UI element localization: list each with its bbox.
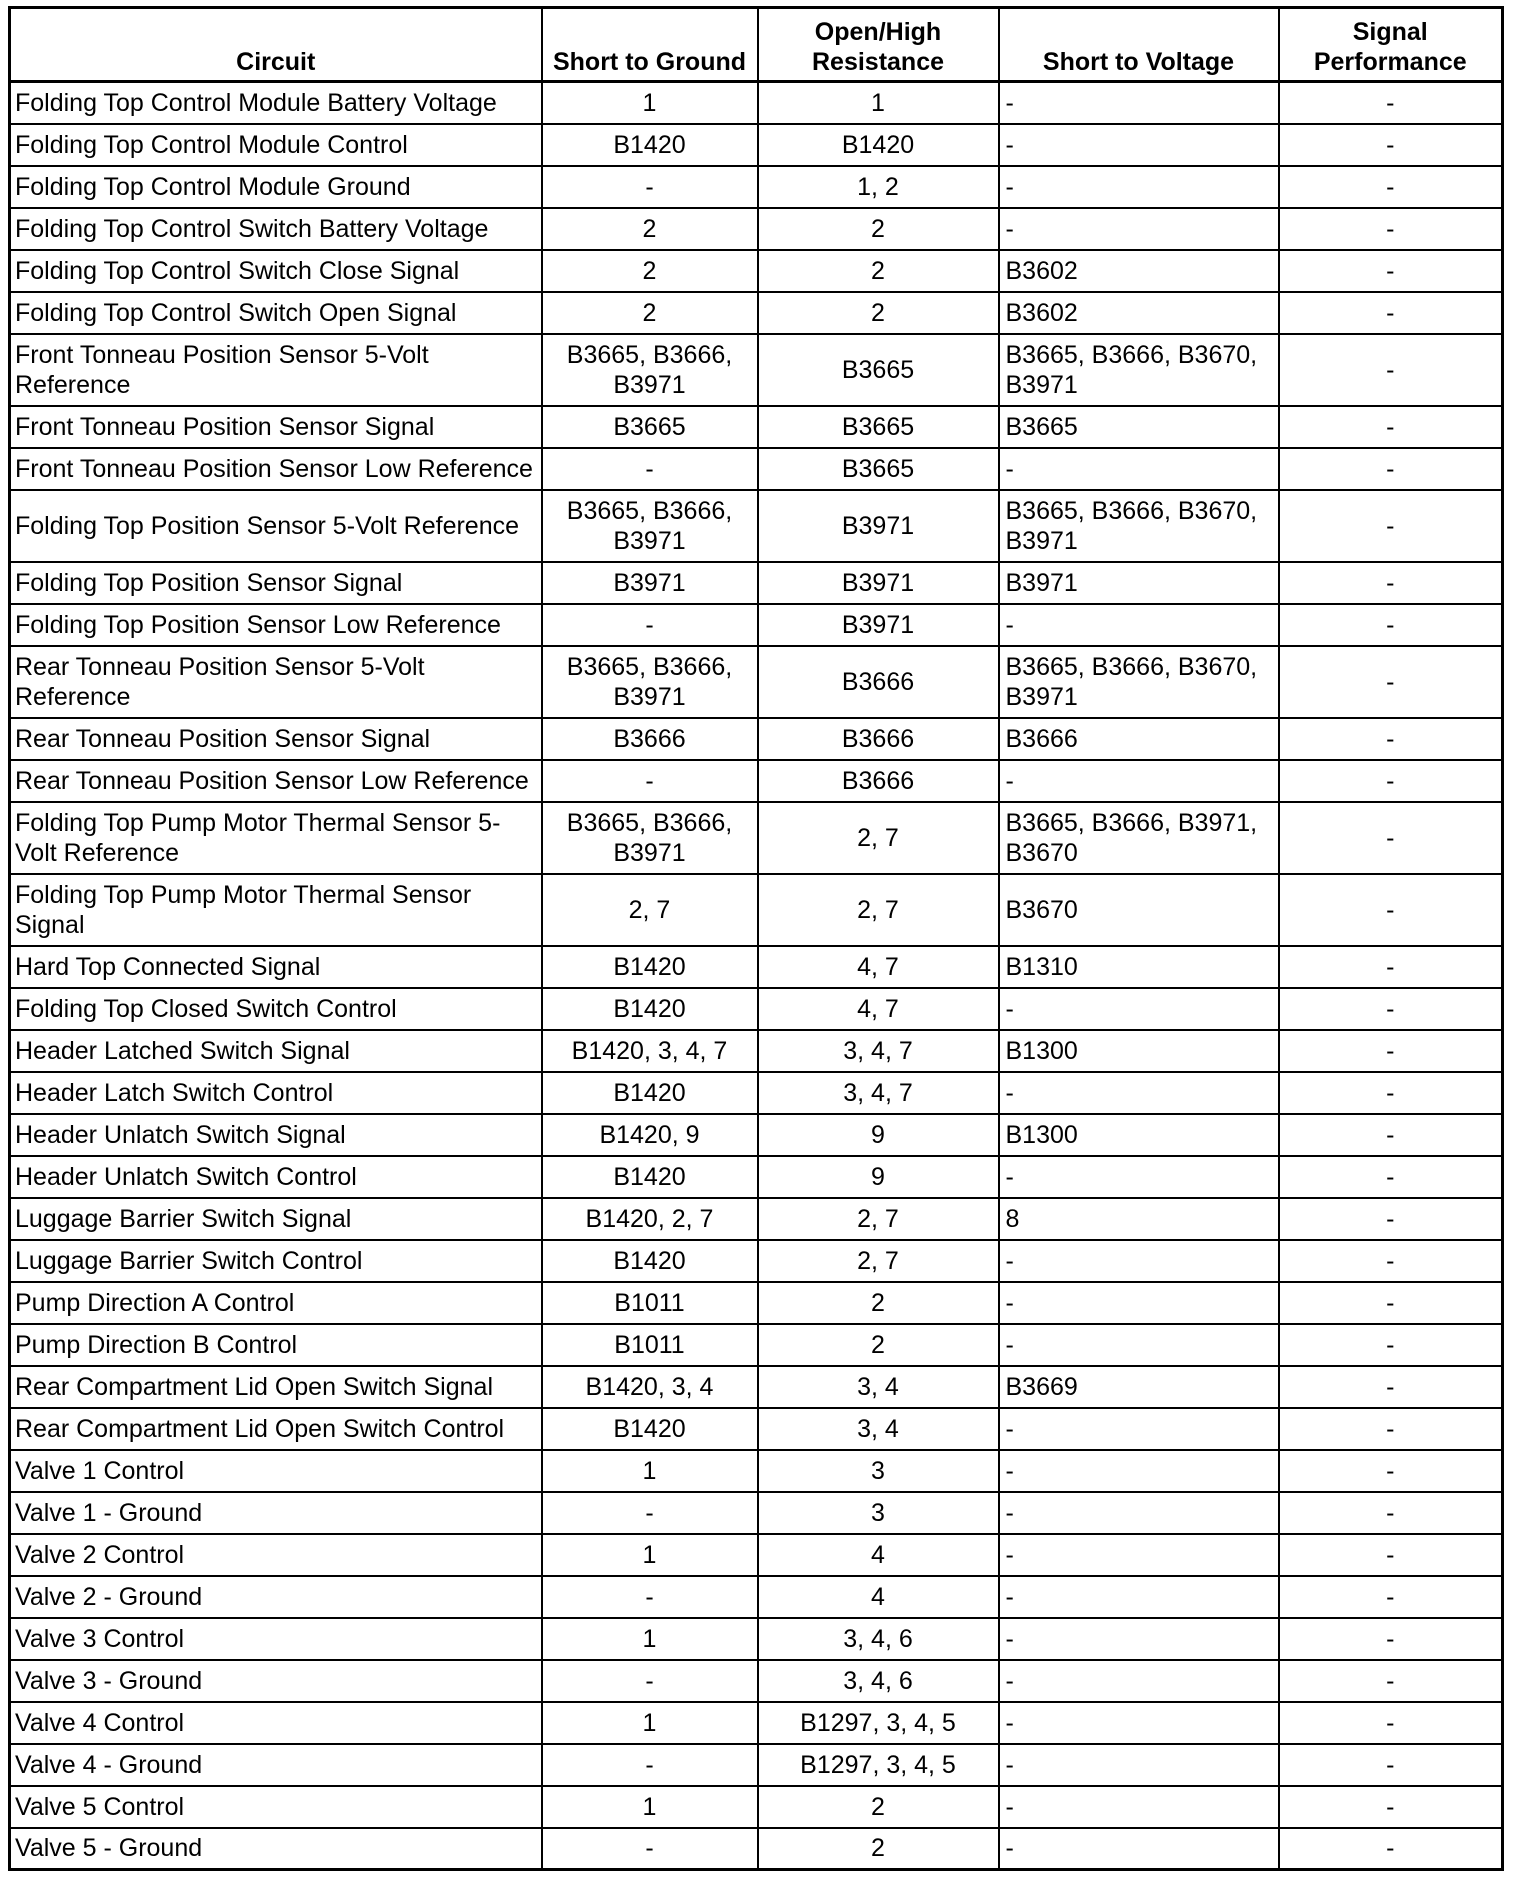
cell-short-to-voltage: - bbox=[999, 1240, 1279, 1282]
cell-circuit: Valve 3 Control bbox=[10, 1618, 542, 1660]
cell-circuit: Valve 4 - Ground bbox=[10, 1744, 542, 1786]
table-row bbox=[10, 1366, 1503, 1408]
cell-circuit: Valve 2 - Ground bbox=[10, 1576, 542, 1618]
cell-short-to-ground: 1 bbox=[542, 1618, 758, 1660]
cell-short-to-ground: - bbox=[542, 604, 758, 646]
circuit-diagnostic-table bbox=[8, 6, 1504, 1871]
cell-open-high-resistance: B3665 bbox=[758, 448, 999, 490]
cell-open-high-resistance: 2, 7 bbox=[758, 1198, 999, 1240]
cell-open-high-resistance: 2, 7 bbox=[758, 802, 999, 874]
cell-signal-performance: - bbox=[1279, 1072, 1503, 1114]
header-open-high-resistance: Open/High Resistance bbox=[758, 8, 999, 82]
cell-short-to-ground: B3665, B3666, B3971 bbox=[542, 334, 758, 406]
cell-circuit: Valve 5 Control bbox=[10, 1786, 542, 1828]
table-row bbox=[10, 1828, 1503, 1870]
cell-short-to-ground: B3665, B3666, B3971 bbox=[542, 490, 758, 562]
cell-short-to-voltage: - bbox=[999, 1618, 1279, 1660]
cell-short-to-ground: - bbox=[542, 1660, 758, 1702]
cell-short-to-ground: B1420 bbox=[542, 1072, 758, 1114]
cell-open-high-resistance: 2 bbox=[758, 292, 999, 334]
table-row bbox=[10, 718, 1503, 760]
cell-circuit: Header Unlatch Switch Control bbox=[10, 1156, 542, 1198]
cell-short-to-ground: B1420 bbox=[542, 124, 758, 166]
cell-open-high-resistance: 2 bbox=[758, 208, 999, 250]
cell-signal-performance: - bbox=[1279, 1786, 1503, 1828]
cell-short-to-voltage: - bbox=[999, 124, 1279, 166]
cell-short-to-voltage: B3665, B3666, B3971, B3670 bbox=[999, 802, 1279, 874]
cell-open-high-resistance: B1420 bbox=[758, 124, 999, 166]
cell-signal-performance: - bbox=[1279, 718, 1503, 760]
cell-circuit: Rear Compartment Lid Open Switch Signal bbox=[10, 1366, 542, 1408]
table-row bbox=[10, 1114, 1503, 1156]
cell-circuit: Header Unlatch Switch Signal bbox=[10, 1114, 542, 1156]
cell-short-to-voltage: - bbox=[999, 1828, 1279, 1870]
cell-signal-performance: - bbox=[1279, 1576, 1503, 1618]
cell-open-high-resistance: 2 bbox=[758, 1828, 999, 1870]
table-row bbox=[10, 946, 1503, 988]
cell-short-to-ground: B1420, 3, 4, 7 bbox=[542, 1030, 758, 1072]
cell-short-to-ground: 2 bbox=[542, 208, 758, 250]
cell-open-high-resistance: 4 bbox=[758, 1534, 999, 1576]
cell-open-high-resistance: B1297, 3, 4, 5 bbox=[758, 1744, 999, 1786]
cell-open-high-resistance: B3665 bbox=[758, 406, 999, 448]
cell-short-to-ground: B3665 bbox=[542, 406, 758, 448]
cell-open-high-resistance: 3 bbox=[758, 1450, 999, 1492]
cell-short-to-voltage: B3665, B3666, B3670, B3971 bbox=[999, 490, 1279, 562]
cell-circuit: Front Tonneau Position Sensor Low Reference bbox=[10, 448, 542, 490]
cell-circuit: Luggage Barrier Switch Control bbox=[10, 1240, 542, 1282]
cell-short-to-voltage: - bbox=[999, 1450, 1279, 1492]
cell-open-high-resistance: 3, 4, 7 bbox=[758, 1030, 999, 1072]
table-row bbox=[10, 1324, 1503, 1366]
cell-short-to-voltage: B3971 bbox=[999, 562, 1279, 604]
cell-signal-performance: - bbox=[1279, 250, 1503, 292]
table-row bbox=[10, 1576, 1503, 1618]
cell-open-high-resistance: 2 bbox=[758, 1324, 999, 1366]
cell-circuit: Folding Top Pump Motor Thermal Sensor 5-Volt Reference bbox=[10, 802, 542, 874]
table-row bbox=[10, 1492, 1503, 1534]
table-body bbox=[10, 82, 1503, 1870]
cell-short-to-voltage: - bbox=[999, 1702, 1279, 1744]
table-row bbox=[10, 1618, 1503, 1660]
cell-short-to-ground: 2 bbox=[542, 292, 758, 334]
cell-short-to-voltage: 8 bbox=[999, 1198, 1279, 1240]
cell-signal-performance: - bbox=[1279, 760, 1503, 802]
cell-short-to-voltage: - bbox=[999, 1072, 1279, 1114]
cell-open-high-resistance: 3, 4 bbox=[758, 1408, 999, 1450]
table-header bbox=[10, 8, 1503, 82]
cell-short-to-ground: B1420 bbox=[542, 1240, 758, 1282]
cell-open-high-resistance: B3971 bbox=[758, 562, 999, 604]
cell-circuit: Pump Direction B Control bbox=[10, 1324, 542, 1366]
cell-short-to-ground: - bbox=[542, 166, 758, 208]
table-row bbox=[10, 1240, 1503, 1282]
cell-short-to-ground: B1011 bbox=[542, 1324, 758, 1366]
table-row bbox=[10, 760, 1503, 802]
cell-short-to-ground: B1011 bbox=[542, 1282, 758, 1324]
cell-open-high-resistance: 3, 4, 7 bbox=[758, 1072, 999, 1114]
table-row bbox=[10, 1744, 1503, 1786]
table-row bbox=[10, 292, 1503, 334]
cell-short-to-voltage: - bbox=[999, 1408, 1279, 1450]
cell-circuit: Folding Top Closed Switch Control bbox=[10, 988, 542, 1030]
cell-short-to-voltage: - bbox=[999, 1282, 1279, 1324]
table-row bbox=[10, 1450, 1503, 1492]
cell-circuit: Folding Top Position Sensor 5-Volt Reference bbox=[10, 490, 542, 562]
cell-short-to-voltage: - bbox=[999, 82, 1279, 124]
cell-open-high-resistance: 3, 4 bbox=[758, 1366, 999, 1408]
table-row bbox=[10, 1030, 1503, 1072]
cell-circuit: Header Latch Switch Control bbox=[10, 1072, 542, 1114]
cell-circuit: Folding Top Pump Motor Thermal Sensor Signal bbox=[10, 874, 542, 946]
cell-open-high-resistance: B3665 bbox=[758, 334, 999, 406]
cell-signal-performance: - bbox=[1279, 1240, 1503, 1282]
cell-circuit: Valve 2 Control bbox=[10, 1534, 542, 1576]
table-row bbox=[10, 1408, 1503, 1450]
cell-signal-performance: - bbox=[1279, 406, 1503, 448]
cell-circuit: Luggage Barrier Switch Signal bbox=[10, 1198, 542, 1240]
table-row bbox=[10, 802, 1503, 874]
cell-short-to-ground: B3665, B3666, B3971 bbox=[542, 646, 758, 718]
cell-short-to-voltage: B3602 bbox=[999, 250, 1279, 292]
cell-short-to-ground: - bbox=[542, 1576, 758, 1618]
cell-short-to-ground: B1420, 2, 7 bbox=[542, 1198, 758, 1240]
cell-short-to-voltage: B3665, B3666, B3670, B3971 bbox=[999, 646, 1279, 718]
cell-open-high-resistance: B3971 bbox=[758, 604, 999, 646]
cell-short-to-voltage: B3665, B3666, B3670, B3971 bbox=[999, 334, 1279, 406]
cell-open-high-resistance: B1297, 3, 4, 5 bbox=[758, 1702, 999, 1744]
cell-signal-performance: - bbox=[1279, 802, 1503, 874]
cell-circuit: Folding Top Position Sensor Low Reference bbox=[10, 604, 542, 646]
cell-open-high-resistance: 4, 7 bbox=[758, 988, 999, 1030]
cell-circuit: Hard Top Connected Signal bbox=[10, 946, 542, 988]
cell-open-high-resistance: 2 bbox=[758, 250, 999, 292]
cell-signal-performance: - bbox=[1279, 1618, 1503, 1660]
cell-short-to-ground: B3665, B3666, B3971 bbox=[542, 802, 758, 874]
cell-short-to-voltage: - bbox=[999, 760, 1279, 802]
cell-circuit: Front Tonneau Position Sensor Signal bbox=[10, 406, 542, 448]
cell-short-to-voltage: - bbox=[999, 448, 1279, 490]
cell-signal-performance: - bbox=[1279, 166, 1503, 208]
cell-signal-performance: - bbox=[1279, 1408, 1503, 1450]
table-row bbox=[10, 604, 1503, 646]
cell-short-to-ground: 1 bbox=[542, 1450, 758, 1492]
cell-short-to-ground: 1 bbox=[542, 1702, 758, 1744]
cell-short-to-voltage: - bbox=[999, 1492, 1279, 1534]
cell-open-high-resistance: 2 bbox=[758, 1282, 999, 1324]
cell-short-to-voltage: - bbox=[999, 208, 1279, 250]
cell-open-high-resistance: B3666 bbox=[758, 646, 999, 718]
cell-circuit: Folding Top Control Module Control bbox=[10, 124, 542, 166]
cell-circuit: Header Latched Switch Signal bbox=[10, 1030, 542, 1072]
table-row bbox=[10, 1660, 1503, 1702]
table-row bbox=[10, 82, 1503, 124]
table-row bbox=[10, 334, 1503, 406]
cell-short-to-ground: - bbox=[542, 760, 758, 802]
table-row bbox=[10, 166, 1503, 208]
table-row bbox=[10, 874, 1503, 946]
cell-short-to-ground: - bbox=[542, 448, 758, 490]
cell-signal-performance: - bbox=[1279, 1660, 1503, 1702]
cell-open-high-resistance: 2, 7 bbox=[758, 874, 999, 946]
cell-short-to-voltage: B1300 bbox=[999, 1030, 1279, 1072]
table-row bbox=[10, 208, 1503, 250]
table-row bbox=[10, 448, 1503, 490]
table-row bbox=[10, 1282, 1503, 1324]
cell-circuit: Rear Compartment Lid Open Switch Control bbox=[10, 1408, 542, 1450]
cell-short-to-voltage: B3665 bbox=[999, 406, 1279, 448]
cell-open-high-resistance: 3, 4, 6 bbox=[758, 1618, 999, 1660]
cell-open-high-resistance: 2, 7 bbox=[758, 1240, 999, 1282]
table-row bbox=[10, 406, 1503, 448]
cell-short-to-voltage: B3666 bbox=[999, 718, 1279, 760]
cell-open-high-resistance: 4, 7 bbox=[758, 946, 999, 988]
cell-signal-performance: - bbox=[1279, 1534, 1503, 1576]
cell-short-to-voltage: B1310 bbox=[999, 946, 1279, 988]
cell-circuit: Rear Tonneau Position Sensor Signal bbox=[10, 718, 542, 760]
cell-open-high-resistance: B3666 bbox=[758, 760, 999, 802]
cell-circuit: Rear Tonneau Position Sensor Low Reference bbox=[10, 760, 542, 802]
cell-short-to-voltage: B3670 bbox=[999, 874, 1279, 946]
table-row bbox=[10, 1534, 1503, 1576]
cell-signal-performance: - bbox=[1279, 1492, 1503, 1534]
cell-circuit: Folding Top Control Module Ground bbox=[10, 166, 542, 208]
cell-short-to-voltage: - bbox=[999, 1660, 1279, 1702]
table-row bbox=[10, 1702, 1503, 1744]
cell-signal-performance: - bbox=[1279, 1282, 1503, 1324]
cell-signal-performance: - bbox=[1279, 646, 1503, 718]
cell-signal-performance: - bbox=[1279, 208, 1503, 250]
cell-short-to-ground: B1420, 3, 4 bbox=[542, 1366, 758, 1408]
table-row bbox=[10, 646, 1503, 718]
header-circuit: Circuit bbox=[10, 8, 542, 82]
cell-short-to-ground: 1 bbox=[542, 82, 758, 124]
cell-signal-performance: - bbox=[1279, 292, 1503, 334]
cell-short-to-ground: 1 bbox=[542, 1534, 758, 1576]
cell-short-to-voltage: - bbox=[999, 988, 1279, 1030]
cell-signal-performance: - bbox=[1279, 1030, 1503, 1072]
cell-open-high-resistance: 9 bbox=[758, 1156, 999, 1198]
cell-open-high-resistance: 2 bbox=[758, 1786, 999, 1828]
cell-circuit: Folding Top Control Module Battery Voltage bbox=[10, 82, 542, 124]
cell-signal-performance: - bbox=[1279, 124, 1503, 166]
cell-signal-performance: - bbox=[1279, 490, 1503, 562]
table-row bbox=[10, 124, 1503, 166]
cell-short-to-voltage: - bbox=[999, 1576, 1279, 1618]
cell-signal-performance: - bbox=[1279, 448, 1503, 490]
cell-short-to-ground: - bbox=[542, 1492, 758, 1534]
cell-circuit: Folding Top Control Switch Open Signal bbox=[10, 292, 542, 334]
cell-signal-performance: - bbox=[1279, 1702, 1503, 1744]
cell-short-to-ground: B1420 bbox=[542, 946, 758, 988]
cell-short-to-voltage: - bbox=[999, 1534, 1279, 1576]
table-row bbox=[10, 1156, 1503, 1198]
cell-circuit: Front Tonneau Position Sensor 5-Volt Reference bbox=[10, 334, 542, 406]
cell-signal-performance: - bbox=[1279, 946, 1503, 988]
cell-short-to-ground: 1 bbox=[542, 1786, 758, 1828]
cell-circuit: Valve 5 - Ground bbox=[10, 1828, 542, 1870]
table-row bbox=[10, 988, 1503, 1030]
cell-short-to-voltage: - bbox=[999, 166, 1279, 208]
cell-signal-performance: - bbox=[1279, 1366, 1503, 1408]
table-row bbox=[10, 1786, 1503, 1828]
cell-open-high-resistance: 3, 4, 6 bbox=[758, 1660, 999, 1702]
cell-open-high-resistance: 1 bbox=[758, 82, 999, 124]
cell-open-high-resistance: 9 bbox=[758, 1114, 999, 1156]
cell-circuit: Valve 1 Control bbox=[10, 1450, 542, 1492]
cell-short-to-voltage: - bbox=[999, 604, 1279, 646]
cell-signal-performance: - bbox=[1279, 1744, 1503, 1786]
table-row bbox=[10, 490, 1503, 562]
cell-signal-performance: - bbox=[1279, 988, 1503, 1030]
cell-short-to-voltage: B3669 bbox=[999, 1366, 1279, 1408]
cell-short-to-ground: 2, 7 bbox=[542, 874, 758, 946]
cell-short-to-voltage: B1300 bbox=[999, 1114, 1279, 1156]
cell-circuit: Valve 4 Control bbox=[10, 1702, 542, 1744]
cell-circuit: Valve 3 - Ground bbox=[10, 1660, 542, 1702]
cell-open-high-resistance: B3971 bbox=[758, 490, 999, 562]
table-row bbox=[10, 562, 1503, 604]
cell-open-high-resistance: 3 bbox=[758, 1492, 999, 1534]
cell-signal-performance: - bbox=[1279, 874, 1503, 946]
cell-short-to-ground: B1420 bbox=[542, 1156, 758, 1198]
cell-short-to-voltage: - bbox=[999, 1786, 1279, 1828]
cell-short-to-ground: 2 bbox=[542, 250, 758, 292]
cell-short-to-ground: B1420, 9 bbox=[542, 1114, 758, 1156]
cell-circuit: Folding Top Control Switch Battery Voltage bbox=[10, 208, 542, 250]
cell-signal-performance: - bbox=[1279, 1828, 1503, 1870]
cell-circuit: Folding Top Position Sensor Signal bbox=[10, 562, 542, 604]
cell-short-to-voltage: - bbox=[999, 1156, 1279, 1198]
table-row bbox=[10, 250, 1503, 292]
cell-signal-performance: - bbox=[1279, 1324, 1503, 1366]
cell-open-high-resistance: 1, 2 bbox=[758, 166, 999, 208]
header-row bbox=[10, 8, 1503, 82]
cell-circuit: Valve 1 - Ground bbox=[10, 1492, 542, 1534]
cell-signal-performance: - bbox=[1279, 1156, 1503, 1198]
cell-signal-performance: - bbox=[1279, 82, 1503, 124]
cell-open-high-resistance: 4 bbox=[758, 1576, 999, 1618]
header-short-to-voltage: Short to Voltage bbox=[999, 8, 1279, 82]
header-signal-performance: Signal Performance bbox=[1279, 8, 1503, 82]
cell-short-to-ground: - bbox=[542, 1744, 758, 1786]
cell-short-to-voltage: - bbox=[999, 1744, 1279, 1786]
cell-signal-performance: - bbox=[1279, 334, 1503, 406]
cell-short-to-ground: B3971 bbox=[542, 562, 758, 604]
cell-signal-performance: - bbox=[1279, 604, 1503, 646]
table-row bbox=[10, 1072, 1503, 1114]
header-short-to-ground: Short to Ground bbox=[542, 8, 758, 82]
cell-open-high-resistance: B3666 bbox=[758, 718, 999, 760]
cell-short-to-ground: B1420 bbox=[542, 1408, 758, 1450]
table-row bbox=[10, 1198, 1503, 1240]
cell-circuit: Rear Tonneau Position Sensor 5-Volt Reference bbox=[10, 646, 542, 718]
cell-short-to-ground: B3666 bbox=[542, 718, 758, 760]
cell-signal-performance: - bbox=[1279, 562, 1503, 604]
cell-circuit: Pump Direction A Control bbox=[10, 1282, 542, 1324]
cell-signal-performance: - bbox=[1279, 1198, 1503, 1240]
cell-signal-performance: - bbox=[1279, 1450, 1503, 1492]
cell-short-to-ground: B1420 bbox=[542, 988, 758, 1030]
cell-short-to-voltage: B3602 bbox=[999, 292, 1279, 334]
cell-short-to-ground: - bbox=[542, 1828, 758, 1870]
cell-signal-performance: - bbox=[1279, 1114, 1503, 1156]
cell-circuit: Folding Top Control Switch Close Signal bbox=[10, 250, 542, 292]
cell-short-to-voltage: - bbox=[999, 1324, 1279, 1366]
